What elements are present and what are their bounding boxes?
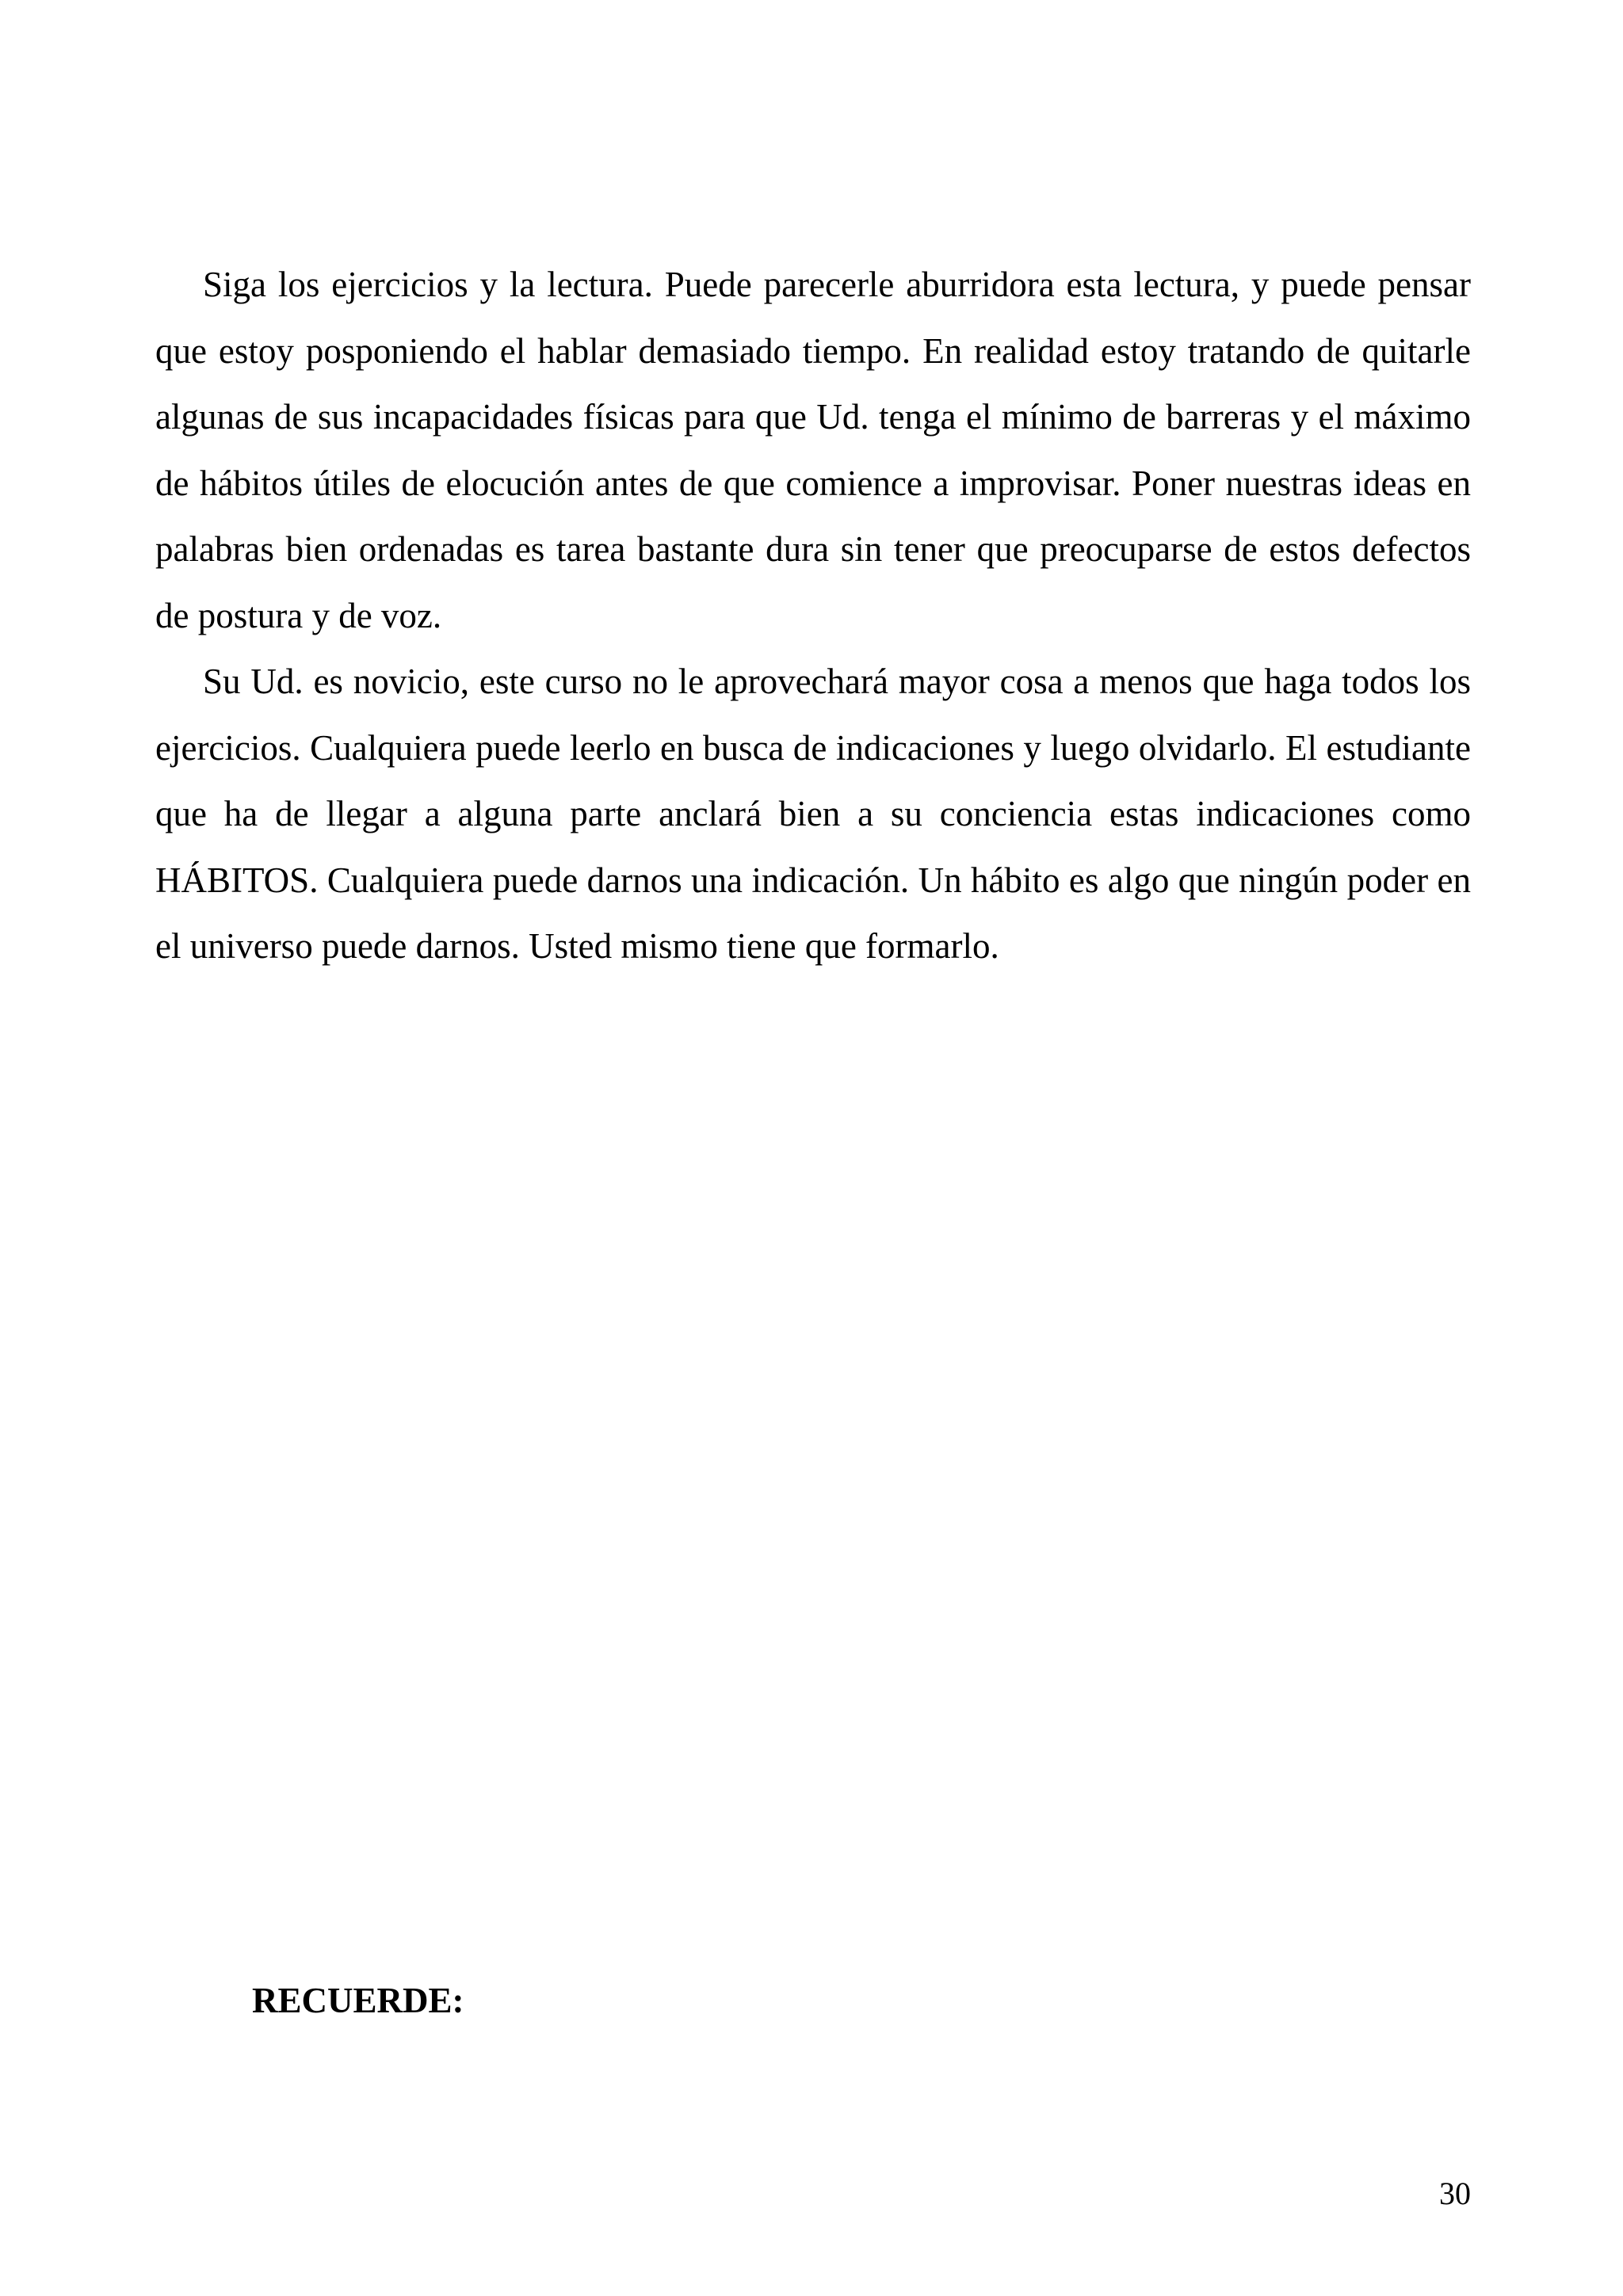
body-text <box>155 252 1471 980</box>
section-heading: RECUERDE: <box>252 1981 464 2020</box>
page-number: 30 <box>1439 2176 1471 2211</box>
paragraph: Siga los ejercicios y la lectura. Puede parecerle aburridora esta lectura, y puede pensar que estoy posponiendo el hablar demasiado tiempo. En realidad estoy tratando de quitarle algunas de sus incapacidades físicas para que Ud. tenga el mínimo de barreras y el máximo de hábitos útiles de elocución antes de que comience a improvisar. Poner nuestras ideas en palabras bien ordenadas es tarea bastante dura sin tener que preocuparse de estos defectos de postura y de voz. <box>155 265 1471 635</box>
paragraph: Su Ud. es novicio, este curso no le aprovechará mayor cosa a menos que haga todos los ejercicios. Cualquiera puede leerlo en busca de indicaciones y luego olvidarlo. El estudiante que ha de llegar a alguna parte anclará bien a su conciencia estas indicaciones como HÁBITOS. Cualquiera puede darnos una indicación. Un hábito es algo que ningún poder en el universo puede darnos. Usted mismo tiene que formarlo. <box>155 662 1471 966</box>
